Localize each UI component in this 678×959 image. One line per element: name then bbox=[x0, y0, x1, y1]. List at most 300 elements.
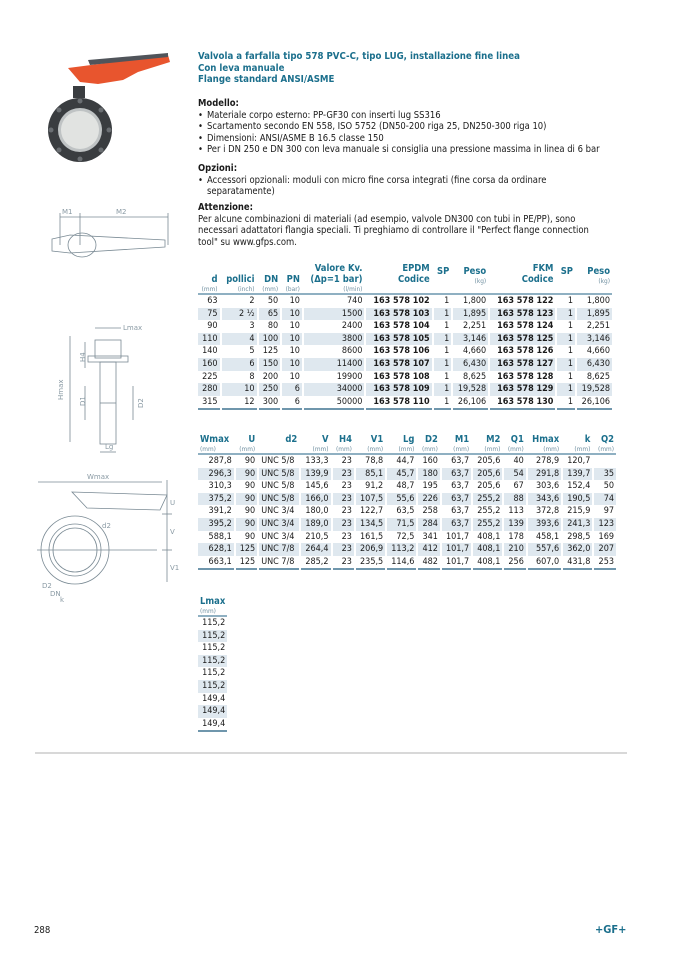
table-cell: 280 bbox=[198, 383, 220, 396]
table-cell: 205,6 bbox=[477, 481, 501, 492]
table-cell: 139,7 bbox=[563, 468, 592, 481]
table-cell: 115,2 bbox=[198, 630, 227, 643]
page-divider bbox=[35, 752, 627, 754]
table-cell: 163 578 125 bbox=[490, 333, 555, 346]
table-cell: 10 bbox=[282, 308, 302, 321]
table-cell: 163 578 105 bbox=[366, 333, 431, 346]
svg-text:U: U bbox=[170, 499, 176, 507]
table-cell: 72,5 bbox=[396, 531, 415, 542]
table-cell: 140 bbox=[202, 346, 218, 357]
table-cell: 163 578 122 bbox=[497, 296, 554, 306]
table-cell: 1 bbox=[557, 358, 575, 371]
col-kv: Valore Kv. (Δp=1 bar) (l/min) bbox=[310, 263, 363, 293]
table-cell: 6 bbox=[282, 396, 302, 411]
page-number: 288 bbox=[34, 925, 51, 936]
table-row bbox=[198, 295, 612, 308]
table-cell: 55,6 bbox=[387, 493, 416, 506]
col-m2: M2 (mm) bbox=[484, 434, 501, 453]
table-cell: 10 bbox=[289, 321, 300, 332]
table-cell: 740 bbox=[347, 296, 363, 306]
col-epdm-code: EPDM Codice bbox=[398, 263, 430, 285]
table-cell: 315 bbox=[198, 396, 220, 411]
table-row bbox=[198, 718, 227, 733]
table-cell: 107,5 bbox=[356, 493, 385, 506]
table-cell: 210 bbox=[504, 543, 525, 556]
table-cell: 250 bbox=[259, 383, 281, 396]
table-cell: 65 bbox=[259, 308, 281, 321]
table-cell: 78,8 bbox=[365, 456, 384, 466]
table-cell: 163 578 126 bbox=[497, 346, 554, 357]
table-cell: 85,1 bbox=[356, 468, 385, 481]
col-lmax: Lmax (mm) bbox=[200, 596, 226, 615]
table-cell: 1 bbox=[567, 321, 573, 332]
table-cell: 125 bbox=[236, 556, 257, 571]
table-cell: 225 bbox=[202, 371, 218, 382]
table-cell: 163 578 110 bbox=[366, 396, 431, 411]
table-cell: 10 bbox=[222, 383, 257, 396]
codes-table bbox=[196, 263, 614, 410]
table-cell: 163 578 109 bbox=[366, 383, 431, 396]
attenzione-text: Per alcune combinazioni di materiali (ad esempio, valvole DN300 con tubi in PE/PP), sono necessari adattatori flangia speciali. Ti preghiamo di controllare il "Perfect flange connection tool" su www.gfps.com. bbox=[198, 213, 589, 248]
table-cell: 2 bbox=[249, 296, 255, 306]
table-row bbox=[198, 320, 612, 333]
table-row bbox=[198, 617, 227, 630]
table-cell: 63,7 bbox=[442, 493, 471, 506]
table-row bbox=[198, 667, 227, 680]
table-cell: UNC 3/4 bbox=[261, 506, 295, 517]
table-cell: 200 bbox=[262, 371, 279, 382]
front-view-drawing bbox=[32, 470, 182, 610]
table-cell: 628,1 bbox=[198, 543, 234, 556]
table-cell: 115,2 bbox=[202, 618, 226, 628]
table-cell: 300 bbox=[259, 396, 281, 411]
table-row bbox=[198, 505, 616, 518]
table-cell: 150 bbox=[259, 358, 281, 371]
table-cell: 149,4 bbox=[198, 718, 227, 733]
table-cell: 8,625 bbox=[463, 371, 487, 382]
table-cell: 54 bbox=[504, 468, 525, 481]
table-cell: 23 bbox=[341, 456, 352, 466]
modello-heading: Modello: bbox=[198, 98, 239, 109]
table-cell: 180,0 bbox=[305, 506, 329, 517]
table-cell: 1,800 bbox=[586, 296, 610, 306]
table-cell: 145,6 bbox=[305, 481, 329, 492]
table-cell: 163 578 127 bbox=[490, 358, 555, 371]
table-cell: 298,5 bbox=[567, 531, 591, 542]
table-cell: 1 bbox=[444, 296, 450, 306]
table-cell: 122,7 bbox=[360, 506, 384, 517]
table-row bbox=[198, 680, 227, 693]
table-cell: 139 bbox=[504, 518, 525, 531]
table-cell: 253 bbox=[594, 556, 616, 571]
table-cell: 163 578 103 bbox=[366, 308, 431, 321]
col-v1: V1 (mm) bbox=[367, 434, 384, 453]
table-cell: 255,2 bbox=[473, 518, 502, 531]
gf-logo: +GF+ bbox=[595, 923, 627, 936]
col-pn: PN (bar) bbox=[285, 274, 300, 293]
table-row bbox=[198, 333, 612, 346]
table-cell: 113,2 bbox=[387, 543, 416, 556]
table-cell: 123 bbox=[594, 518, 616, 531]
table-cell: 149,4 bbox=[198, 705, 227, 718]
table-cell: 19900 bbox=[336, 371, 363, 382]
table-cell: UNC 7/8 bbox=[259, 543, 299, 556]
col-m1: M1 (mm) bbox=[453, 434, 470, 453]
table-cell: 44,7 bbox=[396, 456, 415, 466]
table-cell: 91,2 bbox=[365, 481, 384, 492]
table-cell: 63,5 bbox=[396, 506, 415, 517]
table-cell: 163 578 129 bbox=[490, 383, 555, 396]
svg-text:V: V bbox=[170, 528, 175, 536]
table-cell: 45,7 bbox=[387, 468, 416, 481]
table-cell: UNC 7/8 bbox=[259, 556, 299, 571]
table-cell: 101,7 bbox=[442, 543, 471, 556]
table-cell: 115,2 bbox=[202, 643, 226, 654]
table-cell: 2,251 bbox=[586, 321, 610, 332]
table-cell: 178 bbox=[508, 531, 524, 542]
col-u: U (mm) bbox=[239, 434, 256, 453]
table-cell: 23 bbox=[341, 481, 352, 492]
table-cell: 152,4 bbox=[567, 481, 591, 492]
table-row bbox=[198, 531, 616, 544]
svg-text:d2: d2 bbox=[102, 522, 111, 530]
col-d2: d2 bbox=[285, 434, 298, 445]
table-cell: 115,2 bbox=[198, 680, 227, 693]
table-cell: 1 bbox=[444, 371, 450, 382]
table-cell: 1 bbox=[557, 308, 575, 321]
table-cell: 1 bbox=[444, 346, 450, 357]
opzioni-section bbox=[198, 163, 578, 198]
svg-text:k: k bbox=[60, 596, 65, 604]
table-cell: 256 bbox=[504, 556, 525, 571]
table-cell: 291,8 bbox=[528, 468, 561, 481]
col-lg: Lg (mm) bbox=[398, 434, 415, 453]
table-cell: 278,9 bbox=[535, 456, 560, 466]
table-cell: 195 bbox=[422, 481, 438, 492]
svg-text:M2: M2 bbox=[116, 208, 127, 216]
table-cell: 163 578 108 bbox=[373, 371, 430, 382]
table-cell: 88 bbox=[504, 493, 525, 506]
attenzione-heading: Attenzione: bbox=[198, 202, 254, 213]
table-cell: 241,3 bbox=[563, 518, 592, 531]
table-cell: 63 bbox=[207, 296, 218, 306]
table-cell: 35 bbox=[594, 468, 616, 481]
dimensions-table bbox=[196, 434, 618, 570]
table-row bbox=[198, 371, 612, 384]
col-hmax: Hmax (mm) bbox=[532, 434, 560, 453]
table-cell: 133,3 bbox=[305, 456, 329, 466]
table-cell: 3800 bbox=[304, 333, 365, 346]
table-cell: 169 bbox=[598, 531, 614, 542]
table-cell: UNC 5/8 bbox=[261, 481, 295, 492]
table-cell: 134,5 bbox=[356, 518, 385, 531]
table-cell: 258 bbox=[422, 506, 438, 517]
table-cell: 8 bbox=[249, 371, 255, 382]
svg-text:V1: V1 bbox=[170, 564, 180, 572]
table-cell: 90 bbox=[244, 531, 256, 542]
table-cell: 161,5 bbox=[360, 531, 384, 542]
table-cell: 19,528 bbox=[577, 383, 612, 396]
table-cell: 607,0 bbox=[528, 556, 561, 571]
table-cell: 63,7 bbox=[451, 506, 470, 517]
product-title bbox=[198, 51, 520, 86]
col-d: d (mm) bbox=[201, 274, 218, 293]
table-cell: 90 bbox=[236, 493, 257, 506]
table-cell: 10 bbox=[289, 371, 300, 382]
table-cell: 63,7 bbox=[442, 518, 471, 531]
table-cell: 19,528 bbox=[453, 383, 488, 396]
table-cell: 1,895 bbox=[577, 308, 612, 321]
table-cell: 1,800 bbox=[463, 296, 487, 306]
table-cell: 1 bbox=[434, 308, 452, 321]
table-cell: 71,5 bbox=[387, 518, 416, 531]
table-row bbox=[198, 455, 616, 468]
table-cell: 12 bbox=[222, 396, 257, 411]
modello-item: • Materiale corpo esterno: PP-GF30 con inserti lug SS316 bbox=[198, 110, 618, 122]
table-cell: 2400 bbox=[341, 321, 363, 332]
table-cell: 6,430 bbox=[453, 358, 488, 371]
table-row bbox=[198, 518, 616, 531]
table-cell: 10 bbox=[289, 296, 300, 306]
table-cell: 408,1 bbox=[473, 556, 502, 571]
table-row bbox=[198, 693, 227, 706]
col-wmax: Wmax (mm) bbox=[200, 434, 230, 453]
table-row bbox=[198, 308, 612, 321]
table-cell: 10 bbox=[282, 333, 302, 346]
table-cell: 557,6 bbox=[528, 543, 561, 556]
table-cell: 1 bbox=[567, 346, 573, 357]
table-cell: 97 bbox=[603, 506, 614, 517]
table-cell: 6 bbox=[282, 383, 302, 396]
table-cell: 4,660 bbox=[586, 346, 610, 357]
table-cell: 284 bbox=[418, 518, 439, 531]
col-fkm-code: FKM Codice bbox=[521, 263, 554, 285]
table-cell: 101,7 bbox=[445, 531, 470, 542]
svg-text:Lg: Lg bbox=[105, 443, 114, 451]
table-cell: 163 578 130 bbox=[490, 396, 555, 411]
table-row bbox=[198, 383, 612, 396]
table-cell: 34000 bbox=[304, 383, 365, 396]
table-cell: 372,8 bbox=[535, 506, 560, 517]
table-cell: 163 578 102 bbox=[373, 296, 430, 306]
table-cell: 1 bbox=[557, 383, 575, 396]
table-cell: 23 bbox=[341, 531, 352, 542]
table-cell: 26,106 bbox=[577, 396, 612, 411]
table-cell: 63,7 bbox=[451, 481, 470, 492]
table-cell: 663,1 bbox=[198, 556, 234, 571]
table-cell: 205,6 bbox=[473, 468, 502, 481]
col-peso-epdm: Peso (kg) bbox=[463, 266, 487, 285]
table-cell: 235,5 bbox=[356, 556, 385, 571]
col-k: k (mm) bbox=[574, 434, 591, 453]
table-cell: 163 578 107 bbox=[366, 358, 431, 371]
table-cell: 207 bbox=[594, 543, 616, 556]
table-cell: 206,9 bbox=[356, 543, 385, 556]
table-cell: 75 bbox=[198, 308, 220, 321]
table-cell: 1 bbox=[434, 396, 452, 411]
table-cell: UNC 3/4 bbox=[261, 531, 295, 542]
table-cell: 190,5 bbox=[563, 493, 592, 506]
table-cell: 90 bbox=[244, 456, 256, 466]
table-cell: 163 578 106 bbox=[373, 346, 430, 357]
col-sp-epdm: SP bbox=[437, 266, 450, 277]
table-row bbox=[198, 396, 612, 411]
table-cell: 90 bbox=[244, 506, 256, 517]
table-cell: 6 bbox=[222, 358, 257, 371]
table-cell: 362,0 bbox=[563, 543, 592, 556]
table-cell: 10 bbox=[282, 358, 302, 371]
table-cell: UNC 5/8 bbox=[259, 493, 299, 506]
table-cell: 160 bbox=[422, 456, 438, 466]
table-cell: 23 bbox=[333, 468, 354, 481]
table-cell: 296,3 bbox=[198, 468, 234, 481]
table-cell: 3,146 bbox=[577, 333, 612, 346]
table-cell: 23 bbox=[333, 556, 354, 571]
table-cell: 431,8 bbox=[563, 556, 592, 571]
table-cell: 395,2 bbox=[198, 518, 234, 531]
svg-text:D2: D2 bbox=[137, 398, 145, 408]
table-cell: 163 578 128 bbox=[497, 371, 554, 382]
table-cell: 90 bbox=[244, 481, 256, 492]
table-cell: 163 578 123 bbox=[490, 308, 555, 321]
table-cell: 215,9 bbox=[567, 506, 591, 517]
table-cell: 125 bbox=[236, 543, 257, 556]
table-row bbox=[198, 556, 616, 571]
table-cell: 10 bbox=[289, 346, 300, 357]
table-cell: 2 ½ bbox=[222, 308, 257, 321]
table-cell: 285,2 bbox=[301, 556, 330, 571]
table-cell: 48,7 bbox=[396, 481, 415, 492]
table-cell: 391,2 bbox=[208, 506, 232, 517]
opzioni-heading: Opzioni: bbox=[198, 163, 238, 174]
table-cell: 23 bbox=[333, 543, 354, 556]
table-cell: 8600 bbox=[341, 346, 363, 357]
table-cell: 50 bbox=[267, 296, 279, 306]
table-cell: 74 bbox=[594, 493, 616, 506]
table-cell: 1,895 bbox=[453, 308, 488, 321]
svg-text:M1: M1 bbox=[62, 208, 73, 216]
table-cell: 23 bbox=[333, 493, 354, 506]
col-h4: H4 (mm) bbox=[336, 434, 352, 453]
modello-item: • Per i DN 250 e DN 300 con leva manuale si consiglia una pressione massima in linea di 6 bar bbox=[198, 144, 618, 156]
table-cell: 408,1 bbox=[473, 543, 502, 556]
table-row bbox=[198, 480, 616, 493]
table-cell: 1 bbox=[434, 358, 452, 371]
table-row bbox=[198, 345, 612, 358]
table-cell: 1 bbox=[567, 296, 573, 306]
col-q2: Q2 (mm) bbox=[598, 434, 614, 453]
table-cell: 205,6 bbox=[477, 456, 501, 466]
title-line-1: Valvola a farfalla tipo 578 PVC-C, tipo LUG, installazione fine linea bbox=[198, 51, 520, 62]
attenzione-section bbox=[198, 202, 610, 248]
table-cell: 8,625 bbox=[586, 371, 610, 382]
table-cell: 6,430 bbox=[577, 358, 612, 371]
table-cell: 166,0 bbox=[301, 493, 330, 506]
col-dn: DN (mm) bbox=[262, 274, 279, 293]
title-line-2: Con leva manuale bbox=[198, 62, 285, 74]
table-cell: 125 bbox=[262, 346, 279, 357]
table-row bbox=[198, 358, 612, 371]
table-cell: 255,2 bbox=[477, 506, 501, 517]
table-cell: 23 bbox=[333, 518, 354, 531]
table-cell: 3 bbox=[249, 321, 255, 332]
table-cell: 50000 bbox=[304, 396, 365, 411]
table-cell: 63,7 bbox=[451, 456, 470, 466]
table-cell: 210,5 bbox=[305, 531, 329, 542]
table-cell: 310,3 bbox=[208, 481, 232, 492]
table-cell: 163 578 104 bbox=[373, 321, 430, 332]
table-cell: 90 bbox=[207, 321, 218, 332]
table-row bbox=[198, 705, 227, 718]
table-row bbox=[198, 655, 227, 668]
col-v: V (mm) bbox=[312, 434, 329, 453]
table-cell: 120,7 bbox=[567, 456, 591, 466]
table-cell: 115,2 bbox=[198, 655, 227, 668]
col-q1: Q1 (mm) bbox=[507, 434, 524, 453]
table-cell: 4 bbox=[222, 333, 257, 346]
table-cell: 67 bbox=[513, 481, 524, 492]
table-row bbox=[198, 493, 616, 506]
col-sp-fkm: SP bbox=[560, 266, 573, 277]
table-cell: 23 bbox=[341, 506, 352, 517]
side-view-drawing bbox=[55, 318, 155, 458]
table-cell: 90 bbox=[236, 518, 257, 531]
table-cell: 90 bbox=[236, 468, 257, 481]
svg-text:H4: H4 bbox=[79, 352, 87, 362]
table-cell: 408,1 bbox=[477, 531, 501, 542]
table-cell: 1 bbox=[444, 321, 450, 332]
table-cell: 160 bbox=[198, 358, 220, 371]
table-cell: 11400 bbox=[304, 358, 365, 371]
table-row bbox=[198, 630, 227, 643]
table-cell: 139,9 bbox=[301, 468, 330, 481]
table-cell: 114,6 bbox=[387, 556, 416, 571]
table-row bbox=[198, 642, 227, 655]
table-cell: 287,8 bbox=[208, 456, 232, 466]
title-line-3: Flange standard ANSI/ASME bbox=[198, 74, 335, 85]
opzioni-item: • Accessori opzionali: moduli con micro fine corsa integrati (fine corsa da ordinare separatamente) bbox=[198, 175, 578, 198]
col-pollici: pollici (inch) bbox=[226, 274, 255, 293]
modello-item: • Dimensioni: ANSI/ASME B 16.5 classe 150 bbox=[198, 133, 618, 145]
modello-item: • Scartamento secondo EN 558, ISO 5752 (DN50-200 riga 25, DN250-300 riga 10) bbox=[198, 121, 618, 133]
table-cell: 115,2 bbox=[202, 668, 226, 679]
table-cell: 101,7 bbox=[442, 556, 471, 571]
table-cell: 1 bbox=[557, 333, 575, 346]
svg-text:Hmax: Hmax bbox=[57, 379, 65, 400]
table-cell: 303,6 bbox=[535, 481, 560, 492]
table-cell: 2,251 bbox=[463, 321, 487, 332]
table-cell: 40 bbox=[513, 456, 524, 466]
table-cell bbox=[594, 455, 616, 468]
table-cell: 113 bbox=[508, 506, 524, 517]
table-row bbox=[198, 468, 616, 481]
table-cell: UNC 5/8 bbox=[259, 468, 299, 481]
table-cell: 180 bbox=[418, 468, 439, 481]
col-peso-fkm: Peso (kg) bbox=[587, 266, 610, 285]
table-cell: UNC 5/8 bbox=[261, 456, 295, 466]
valve-product-photo bbox=[28, 50, 178, 170]
svg-text:D1: D1 bbox=[79, 396, 87, 406]
lmax-table bbox=[196, 596, 229, 732]
table-cell: 412 bbox=[418, 543, 439, 556]
table-cell: 588,1 bbox=[208, 531, 232, 542]
table-cell: 264,4 bbox=[301, 543, 330, 556]
table-row bbox=[198, 543, 616, 556]
table-cell: 341 bbox=[422, 531, 438, 542]
table-cell: 343,6 bbox=[528, 493, 561, 506]
table-cell: 26,106 bbox=[453, 396, 488, 411]
table-cell: 100 bbox=[259, 333, 281, 346]
